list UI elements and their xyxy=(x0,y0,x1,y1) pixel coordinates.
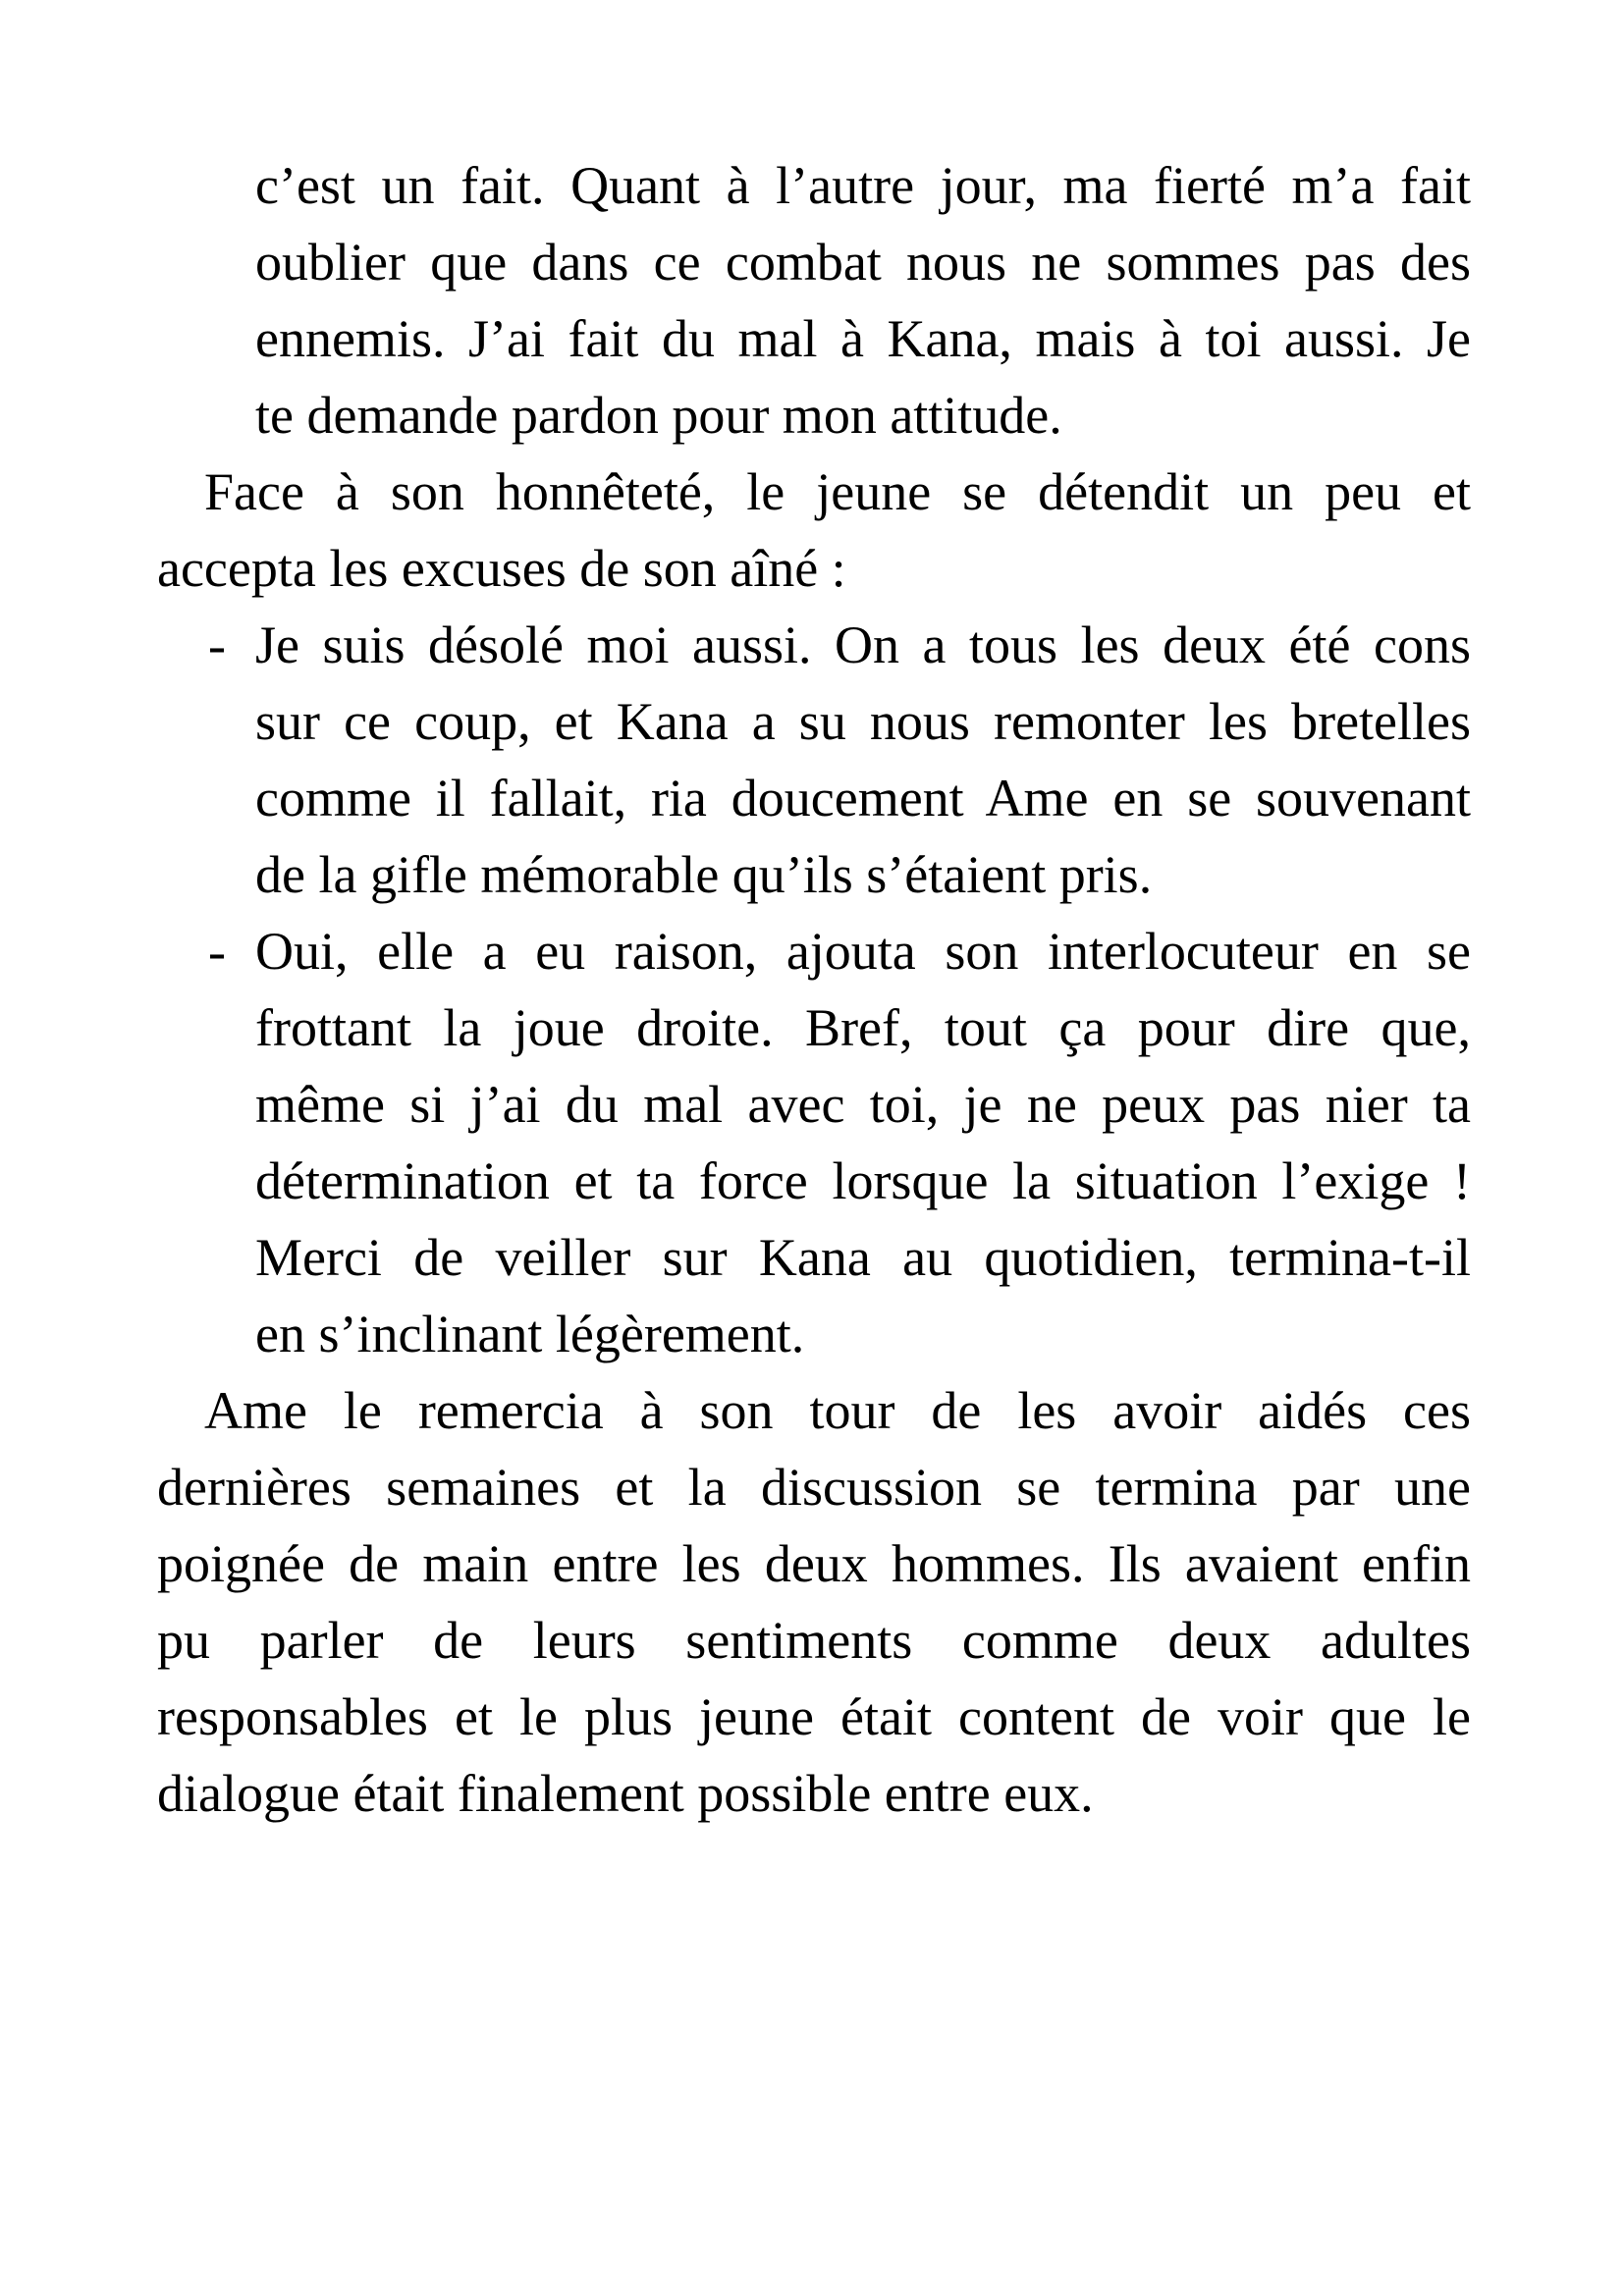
text-line: Ame le remercia à son tour de les avoir aidés ces xyxy=(204,1381,1471,1440)
text-line: comme il fallait, ria doucement Ame en se souvenant xyxy=(255,769,1471,828)
paragraph-dialogue xyxy=(208,913,1471,1372)
text-line: même si j’ai du mal avec toi, je ne peux pas nier ta xyxy=(255,1075,1471,1134)
text-line: Je suis désolé moi aussi. On a tous les deux été cons xyxy=(255,615,1471,674)
text-line: ennemis. J’ai fait du mal à Kana, mais à toi aussi. Je xyxy=(255,309,1471,368)
text-line: c’est un fait. Quant à l’autre jour, ma fierté m’a fait xyxy=(255,156,1471,215)
text-line: Oui, elle a eu raison, ajouta son interlocuteur en se xyxy=(255,922,1471,981)
dialogue-dash: - xyxy=(208,922,226,981)
text-line: frottant la joue droite. Bref, tout ça pour dire que, xyxy=(255,998,1471,1057)
text-line: Face à son honnêteté, le jeune se détendit un peu et xyxy=(204,462,1471,521)
text-line: Merci de veiller sur Kana au quotidien, termina-t-il xyxy=(255,1228,1471,1287)
text-line: en s’inclinant légèrement. xyxy=(255,1305,805,1363)
text-line: oublier que dans ce combat nous ne sommes pas des xyxy=(255,233,1471,292)
dialogue-dash: - xyxy=(208,615,226,674)
text-line: responsables et le plus jeune était content de voir que le xyxy=(157,1687,1471,1746)
text-line: sur ce coup, et Kana a su nous remonter les bretelles xyxy=(255,692,1471,751)
text-line: pu parler de leurs sentiments comme deux adultes xyxy=(157,1611,1471,1670)
text-line: dialogue était finalement possible entre eux. xyxy=(157,1764,1094,1823)
text-line: accepta les excuses de son aîné : xyxy=(157,539,846,598)
text-line: dernières semaines et la discussion se termina par une xyxy=(157,1458,1471,1517)
paragraph-narrative xyxy=(157,1372,1471,1832)
paragraph-narrative xyxy=(157,454,1471,607)
text-line: poignée de main entre les deux hommes. Ils avaient enfin xyxy=(157,1534,1471,1593)
paragraph-dialogue-continuation xyxy=(255,147,1471,454)
paragraph-dialogue xyxy=(208,607,1471,913)
text-line: de la gifle mémorable qu’ils s’étaient pris. xyxy=(255,845,1153,904)
text-block xyxy=(157,147,1471,1832)
text-line: détermination et ta force lorsque la situation l’exige ! xyxy=(255,1151,1471,1210)
text-line: te demande pardon pour mon attitude. xyxy=(255,386,1062,445)
